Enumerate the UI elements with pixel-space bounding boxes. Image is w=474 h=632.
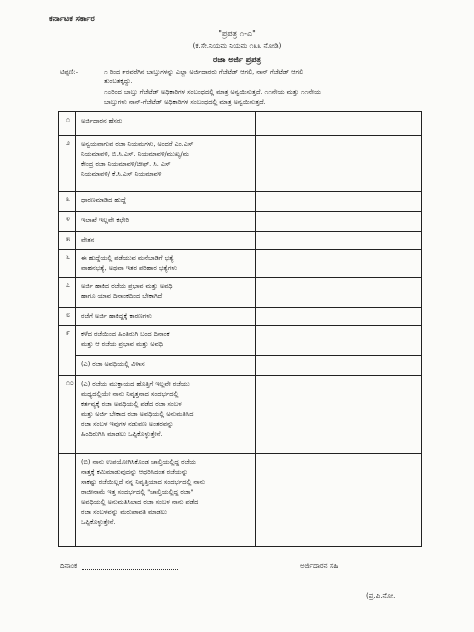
row-label xyxy=(81,139,261,179)
answer-field[interactable] xyxy=(256,325,421,355)
row-number: ೮ xyxy=(66,311,70,319)
answer-field[interactable] xyxy=(256,355,421,375)
row-label-line: ಧಾರಣಮಾಡಿದ ಹುದ್ದೆ xyxy=(81,196,126,204)
row-label-line: ರಜಾ ಸಂಬಳವನ್ನು ಮರುಪಾವತಿ ಮಾಡಲು xyxy=(81,508,167,516)
form-row xyxy=(59,277,421,307)
form-row xyxy=(59,325,421,355)
form-row xyxy=(59,211,421,231)
row-label-line: ಇಲಾಖೆ ಇಲ್ಲವೇ ಕಛೇರಿ xyxy=(81,216,130,224)
row-label xyxy=(81,281,261,301)
row-label-line: ಕಳೆದ ರಜೆಯಿಂದ ಹಿಂತಿರುಗಿ ಬಂದ ದಿನಾಂಕ xyxy=(81,330,170,338)
rule-reference: (ಕ.ಸೇ.ನಿಯಮ ನಿಯಮ ೧೩೩ ನೋಡಿ) xyxy=(192,42,282,50)
row-number: ೯ xyxy=(66,329,70,337)
row-label-line: ವೇತನ xyxy=(81,236,95,244)
row-label-line: ಅನ್ವಯವಾಗುವ ರಜಾ ನಿಯಮಗಳು, ಅಂದರೆ ಎಂ.ಎಸ್ xyxy=(81,140,194,148)
row-label xyxy=(81,253,261,273)
row-label xyxy=(81,311,261,321)
form-title: ರಜಾ ಅರ್ಜಿ ಪ್ರಪತ್ರ xyxy=(213,55,261,64)
row-label-line: ಹಾಗೂ ಯಾವ ದಿನಾಂಕದಿಂದ ಬೇಕಾಗಿದೆ xyxy=(81,292,163,300)
answer-field[interactable] xyxy=(256,307,421,325)
row-number: ೨ xyxy=(66,139,70,147)
answer-field[interactable] xyxy=(256,211,421,231)
note-line: ೧ ರಿಂದ ೯ರವರೆಗಿನ ಬಾಬ್ತುಗಳನ್ನು ಎಲ್ಲಾ ಅರ್ಜಿದಾರರು ಗೆಜೆಟೆಡ್ ಆಗಲಿ, ನಾನ್ ಗೆಜೆಟೆಡ್ ಆಗಲಿ xyxy=(104,68,304,76)
row-label-line: ಮಧ್ಯದಲ್ಲಿಯೇ ನಾನು ನಿವೃತ್ತನಾದ ಸಂದರ್ಭದಲ್ಲಿ xyxy=(81,390,179,398)
row-number: ೬ xyxy=(66,253,70,261)
note-line: ೧೦ರಿಂದ ಬಾಬ್ತು ಗೆಜೆಟೆಡ್ ಅಧಿಕಾರಿಗಳ ಸಂಬಂಧದಲ್ಲಿ ಮಾತ್ರ ಅನ್ವಯಿಸುತ್ತದೆ. ೧೧ನೇಯ ಮತ್ತು ೧೧ನೇಯ xyxy=(104,88,321,96)
note-line: ತುಂಬತಕ್ಕದ್ದು. xyxy=(104,77,133,85)
form-row xyxy=(59,135,421,191)
date-label: ದಿನಾಂಕ xyxy=(60,562,78,570)
government-title: ಕರ್ನಾಟಕ ಸರ್ಕಾರ xyxy=(49,14,95,23)
row-label-line: ಸಾಕಷ್ಟು ರಜೆಯಿಲ್ಲದೆ ನನ್ನ ನಿವೃತ್ತಿಯಾದ ಸಂದರ್ಭದಲ್ಲಿ ನಾನು xyxy=(81,478,206,486)
row-label-line: ಕೇಂದ್ರ ರಜಾ ನಿಯಮಾವಳಿ/ಚೀಫ್. ಸಿ. ಎಸ್ xyxy=(81,160,171,168)
press-mark: (ಪ್ರ.ಪಿ.ನೋ. xyxy=(366,592,396,600)
row-number: ೫ xyxy=(66,235,70,243)
answer-field[interactable] xyxy=(256,249,421,277)
answer-field[interactable] xyxy=(256,231,421,249)
row-label-line: ರಾಜೀನಾಮೆ ಇತ್ತ ಸಂದರ್ಭದಲ್ಲಿ "ಚಾಲ್ತಿಯಲ್ಲಿದ್ದ ರಜಾ" xyxy=(81,488,194,496)
row-label xyxy=(81,116,261,126)
row-label-line: ಈ ಹುದ್ದೆಯಲ್ಲಿ ಪಡೆಯುವ ಮನೆಬಾಡಿಗೆ ಭತ್ಯೆ xyxy=(81,254,174,262)
row-number: ೩ xyxy=(66,195,70,203)
answer-field[interactable] xyxy=(256,191,421,211)
row-number: ೭ xyxy=(66,281,70,289)
row-label xyxy=(81,235,261,245)
form-row xyxy=(59,375,421,453)
row-label xyxy=(81,215,261,225)
row-label-line: (ಬಿ) ನಾನು ಉಪಯೋಗಿಸಿಕೊಂಡ ಚಾಲ್ತಿಯಲ್ಲಿದ್ದ ರಜೆಯ xyxy=(81,458,196,466)
answer-field[interactable] xyxy=(256,277,421,307)
row-label xyxy=(81,195,261,205)
answer-field[interactable] xyxy=(256,453,421,546)
row-number: ೧೦ xyxy=(66,379,74,387)
row-label-line: (ಎ) ರಜಾ ಅವಧಿಯಲ್ಲಿ ವಿಳಾಸ xyxy=(81,360,145,368)
leave-form-table xyxy=(58,111,422,547)
row-label xyxy=(81,457,261,527)
date-field[interactable] xyxy=(82,569,178,570)
signature-label: ಅರ್ಜಿದಾರನ ಸಹಿ xyxy=(300,562,339,570)
row-label xyxy=(81,329,261,349)
note-label: ಟಿಪ್ಪಣಿ:- xyxy=(60,68,79,76)
row-label-line: ಅರ್ಜಿ ಹಾಕಿದ ರಜೆಯ ಪ್ರಭಾವ ಮತ್ತು ಅವಧಿ xyxy=(81,282,173,290)
row-number: ೧ xyxy=(66,116,70,124)
answer-field[interactable] xyxy=(256,375,421,453)
row-label-line: ನಾತ್ತಕ್ಕೆ ಕಮಿಮಾಡುವುದನ್ನು ಆಧರಿಸಿದಂತ ರಜೆಯನ್ನು xyxy=(81,468,189,476)
form-row xyxy=(59,307,421,325)
form-row xyxy=(59,355,421,375)
row-label-line: ಕರ್ತವ್ಯಕ್ಕೆ ರಜಾ ಅವಧಿಯಲ್ಲಿ ಪಡೆದ ರಜಾ ಸಂಬಳ xyxy=(81,400,182,408)
row-label-line: ವಾಹನಭತ್ಯೆ, ಅಥವಾ ಇತರ ಪರಿಹಾರ ಭತ್ಯೆಗಳು xyxy=(81,264,178,272)
row-label xyxy=(81,359,261,369)
row-label-line: ಮತ್ತು ಆ ರಜೆಯ ಪ್ರಭಾವ ಮತ್ತು ಅವಧಿ xyxy=(81,340,163,348)
row-label-line: ಮತ್ತು ಅರ್ಜಿ ಬೇಕಾದ ರಜಾ ಅವಧಿಯಲ್ಲಿ ಅನುಮತಿಸಿದ xyxy=(81,410,194,418)
row-label-line: ನಿಯಮಾವಳಿ, ಬಿ.ಸಿ.ಎಸ್. ನಿಯಮಾವಳಿ/ಮುಖ್ಯ/ಮ xyxy=(81,150,189,158)
form-row xyxy=(59,112,421,135)
row-label-line: ಒಪ್ಪಿಕೊಳ್ಳುತ್ತೇನೆ. xyxy=(81,518,116,526)
row-label-line: ರಜೆಗೆ ಅರ್ಜಿ ಹಾಕಿದ್ದಕ್ಕೆ ಕಾರಣಗಳು xyxy=(81,312,152,320)
note-line: ಬಾಬ್ತುಗಳು ನಾನ್-ಗೆಜೆಟೆಡ್ ಅಧಿಕಾರಿಗಳ ಸಂಬಂಧದಲ್ಲಿ ಮಾತ್ರ ಅನ್ವಯಿಸುತ್ತದೆ. xyxy=(104,98,266,106)
form-row xyxy=(59,231,421,249)
row-label-line: ನಿಯಮಾವಳಿ/ ಕೆ.ಸಿ.ಎಸ್ ನಿಯಮಾವಳಿ xyxy=(81,170,162,178)
form-row xyxy=(59,191,421,211)
row-number: ೪ xyxy=(66,215,70,223)
row-label-line: ಹಿಂದಿರುಗಿಸಿ ಮಾಡಲು ಒಪ್ಪಿಕೊಳ್ಳುತ್ತೇನೆ. xyxy=(81,430,163,438)
form-number: "ಪ್ರಪತ್ರ ೧-ಎ" xyxy=(218,29,256,38)
row-label xyxy=(81,379,261,439)
row-label-line: ಅರ್ಜಿದಾರನ ಹೆಸರು xyxy=(81,117,123,125)
row-label-line: ಅವಧಿಯಲ್ಲಿ ಅನುಮತಿಸಿಲಾದ ರಜಾ ಸಂಬಳ ನಾನು ಪಡೆದ xyxy=(81,498,199,506)
answer-field[interactable] xyxy=(256,135,421,191)
row-label-line: (ಎ) ರಜೆಯ ಮುಕ್ತಾಯದ ಹೊತ್ತಿಗೆ ಇಲ್ಲವೇ ರಜೆಯು xyxy=(81,380,190,388)
form-row xyxy=(59,249,421,277)
answer-field[interactable] xyxy=(256,112,421,135)
row-label-line: ರಜಾ ಸಂಬಳ ಇವುಗಳ ನಡುವಣ ಅಂತರವನ್ನು xyxy=(81,420,174,428)
form-row xyxy=(59,453,421,546)
